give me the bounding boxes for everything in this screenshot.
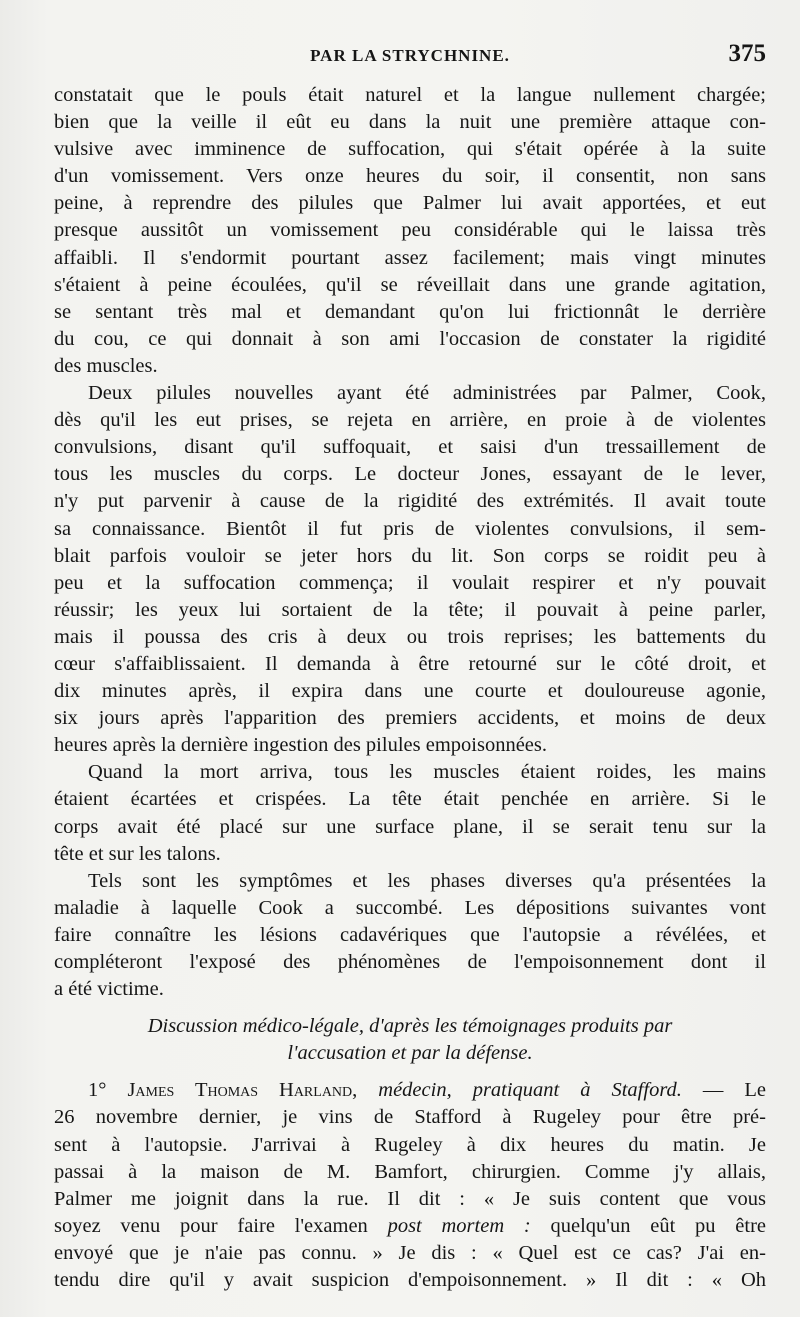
text-line: tous les muscles du corps. Le docteur Jones, essayant de le lever, [54, 463, 766, 486]
text-fragment: quelqu'un eût pu être [530, 1214, 766, 1237]
text-line: s'étaient à peine écoulées, qu'il se réveillait dans une grande agitation, [54, 273, 766, 296]
text-line: bien que la veille il eût eu dans la nuit une première attaque con- [54, 111, 766, 134]
text-line: Deux pilules nouvelles ayant été administrées par Palmer, Cook, [88, 382, 766, 405]
text-line: Palmer me joignit dans la rue. Il dit : « Je suis content que vous [54, 1187, 766, 1210]
text-line: maladie à laquelle Cook a succombé. Les dépositions suivantes vont [54, 896, 766, 919]
section-heading-line: l'accusation et par la défense. [287, 1042, 533, 1065]
witness-line: 1° James Thomas Harland, médecin, pratiquant à Stafford. — Le [88, 1079, 767, 1102]
text-line: envoyé que je n'aie pas connu. » Je dis : « Quel est ce cas? J'ai en- [54, 1241, 766, 1264]
text-line: passai à la maison de M. Bamfort, chirurgien. Comme j'y allais, [54, 1160, 766, 1183]
text-line: dix minutes après, il expira dans une courte et douloureuse agonie, [54, 680, 766, 703]
text-line: se sentant très mal et demandant qu'on lui frictionnât le derrière [54, 300, 766, 323]
text-line: corps avait été placé sur une surface plane, il se serait tenu sur la [54, 815, 766, 838]
body-text [54, 82, 766, 1294]
text-line: 26 novembre dernier, je vins de Stafford à Rugeley pour être pré- [54, 1106, 766, 1129]
text-line: réussir; les yeux lui sortaient de la tête; il pouvait à peine parler, [54, 598, 766, 621]
text-line: cœur s'affaiblissaient. Il demanda à être retourné sur le côté droit, et [54, 652, 766, 675]
text-line: d'un vomissement. Vers onze heures du soir, il consentit, non sans [54, 165, 766, 188]
paragraph-2 [54, 380, 766, 759]
text-line: compléteront l'exposé des phénomènes de l'empoisonnement dont il [54, 951, 766, 973]
text-line: convulsions, disant qu'il suffoquait, et saisi d'un tressaillement de [54, 436, 766, 459]
text-line: des muscles. [54, 354, 158, 377]
text-line: peine, à reprendre des pilules que Palmer lui avait apportées, et eut [54, 192, 766, 215]
witness-name: James Thomas Harland [127, 1079, 353, 1102]
text-line: peu et la suffocation commença; il voulait respirer et n'y pouvait [54, 571, 766, 594]
text-line: heures après la dernière ingestion des pilules empoisonnées. [54, 734, 547, 757]
text-line: a été victime. [54, 978, 164, 1001]
witness-number: 1° [88, 1079, 107, 1102]
text-line [54, 1213, 766, 1240]
text-line: n'y put parvenir à cause de la rigidité des extrémités. Il avait toute [54, 490, 766, 513]
text-line: mais il poussa des cris à deux ou trois reprises; les battements du [54, 625, 766, 648]
text-line: du cou, ce qui donnait à son ami l'occasion de constater la rigidité [54, 327, 766, 350]
witness-dash: — Le [702, 1079, 767, 1102]
paragraph-3 [54, 759, 766, 867]
text-line: blait parfois vouloir se jeter hors du lit. Son corps se roidit peu à [54, 544, 766, 567]
text-line: affaibli. Il s'endormit pourtant assez facilement; mais vingt minutes [54, 246, 766, 269]
text-line: sa connaissance. Bientôt il fut pris de violentes convulsions, il sem- [54, 517, 766, 540]
paragraph-1 [54, 82, 766, 380]
section-spacer [54, 1003, 766, 1013]
text-line: presque aussitôt un vomissement peu considérable qui le laissa très [54, 219, 766, 242]
section-spacer [54, 1067, 766, 1077]
italic-term: post mortem : [387, 1214, 531, 1237]
text-line: étaient écartées et crispées. La tête était penchée en arrière. Si le [54, 788, 766, 811]
text-line: vulsive avec imminence de suffocation, qui s'était opérée à la suite [54, 138, 766, 161]
section-heading-line: Discussion médico-légale, d'après les témoignages produits par [147, 1015, 673, 1038]
text-line: tendu dire qu'il y avait suspicion d'empoisonnement. » Il dit : « Oh [54, 1269, 766, 1292]
page-header [54, 40, 766, 80]
witness-role: médecin, pratiquant à Stafford. [378, 1079, 682, 1102]
page-number: 375 [728, 40, 766, 67]
text-line: sent à l'autopsie. J'arrivai à Rugeley à dix heures du matin. Je [54, 1133, 766, 1156]
text-line: tête et sur les talons. [54, 842, 221, 865]
section-heading [54, 1013, 766, 1067]
text-line: faire connaître les lésions cadavériques que l'autopsie a révélées, et [54, 923, 766, 946]
text-line: dès qu'il les eut prises, se rejeta en arrière, en proie à de violentes [54, 409, 766, 432]
paragraph-4 [54, 868, 766, 1003]
text-fragment: soyez venu pour faire l'examen [54, 1214, 388, 1237]
text-line: constatait que le pouls était naturel et la langue nullement chargée; [54, 84, 766, 106]
running-title: PAR LA STRYCHNINE. [310, 46, 510, 65]
text-line: six jours après l'apparition des premiers accidents, et moins de deux [54, 707, 766, 730]
text-line: Tels sont les symptômes et les phases diverses qu'a présentées la [88, 869, 766, 892]
paragraph-5 [54, 1077, 766, 1294]
text-line: Quand la mort arriva, tous les muscles étaient roides, les mains [88, 761, 766, 784]
